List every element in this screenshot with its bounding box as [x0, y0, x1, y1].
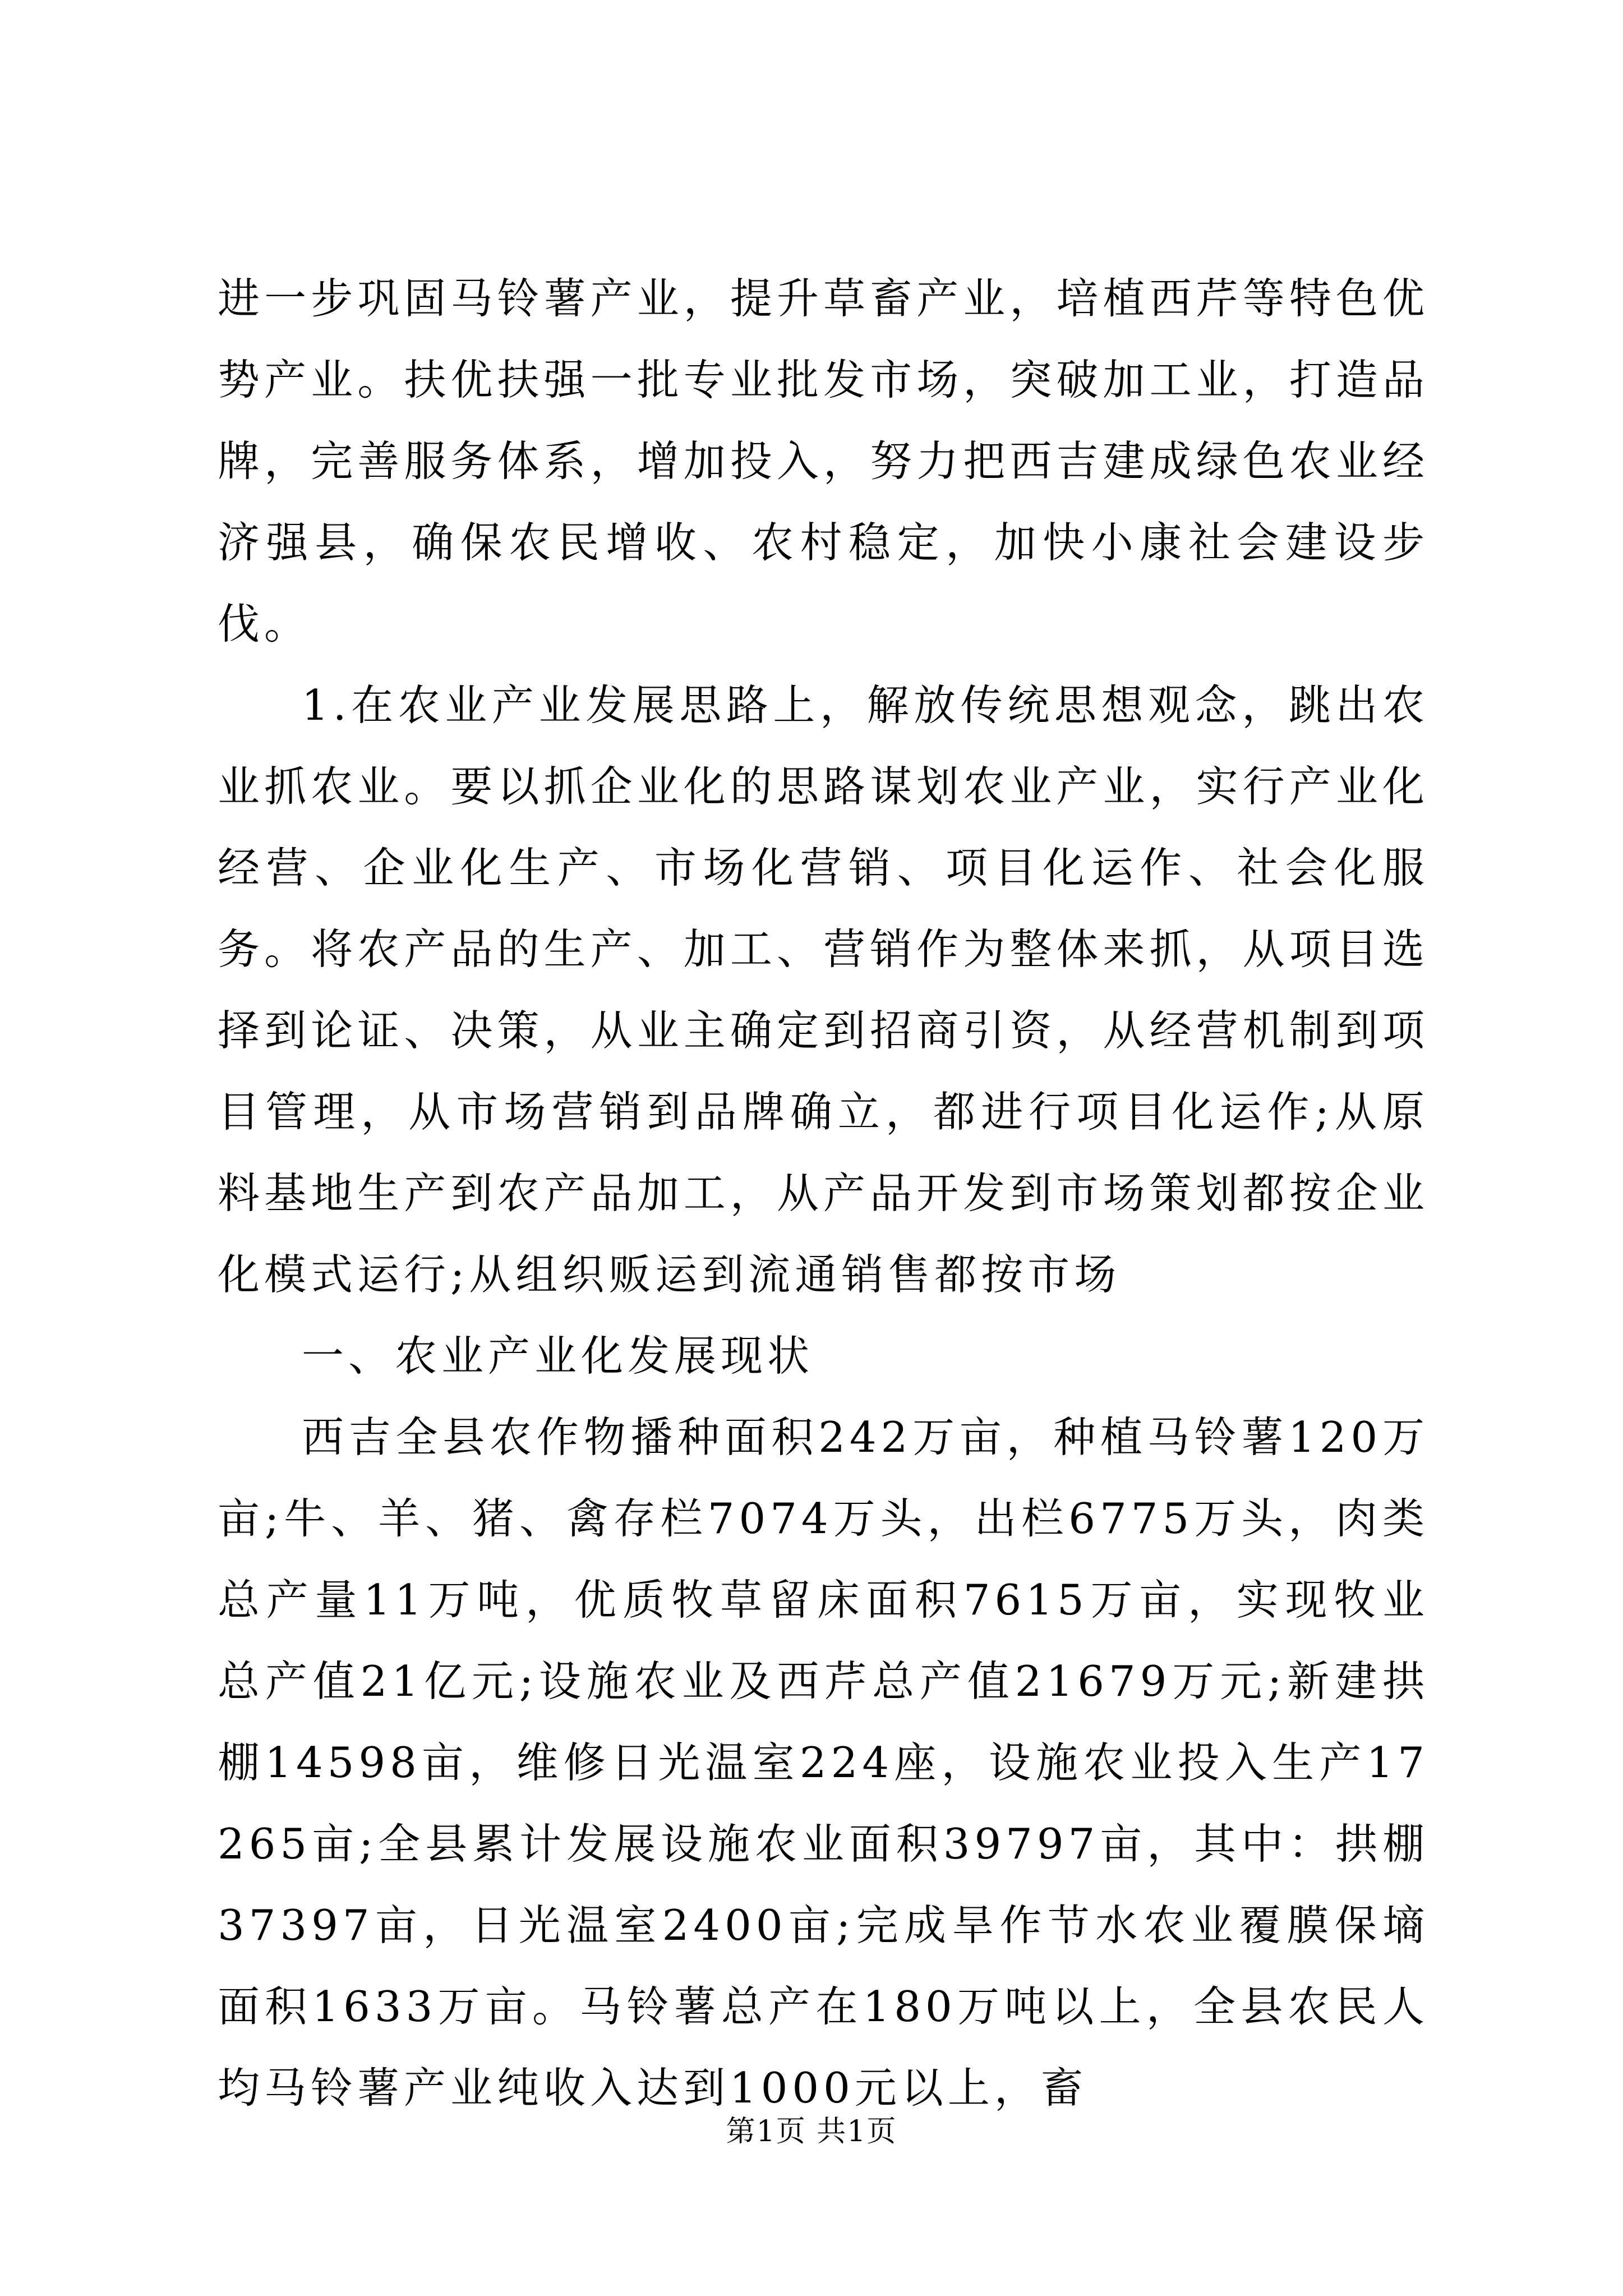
- section-heading: 一、农业产业化发展现状: [302, 1331, 814, 1381]
- page-footer: 第1页 共1页: [726, 2115, 897, 2148]
- document-body: [218, 258, 1429, 2129]
- paragraph-intro: 进一步巩固马铃薯产业，提升草畜产业，培植西芹等特色优势产业。扶优扶强一批专业批发市场，突破加工业，打造品牌，完善服务体系，增加投入，努力把西吉建成绿色农业经济强县，确保农民增收、农村稳定，加快小康社会建设步伐。: [218, 274, 1429, 648]
- paragraph-point-1: 1.在农业产业发展思路上，解放传统思想观念，跳出农业抓农业。要以抓企业化的思路谋划农业产业，实行产业化经营、企业化生产、市场化营销、项目化运作、社会化服务。将农产品的生产、加工、营销作为整体来抓，从项目选择到论证、决策，从业主确定到招商引资，从经营机制到项目管理，从市场营销到品牌确立，都进行项目化运作;从原料基地生产到农产品加工，从产品开发到市场策划都按企业化模式运行;从组织贩运到流通销售都按市场: [218, 680, 1429, 1299]
- paragraph-status: 西吉全县农作物播种面积242万亩，种植马铃薯120万亩;牛、羊、猪、禽存栏7074万头，出栏6775万头，肉类总产量11万吨，优质牧草留床面积7615万亩，实现牧业总产值21亿元;设施农业及西芹总产值21679万元;新建拱棚14598亩，维修日光温室224座，设施农业投入生产17265亩;全县累计发展设施农业面积39797亩，其中：拱棚37397亩，日光温室2400亩;完成旱作节水农业覆膜保墒面积1633万亩。马铃薯总产在180万吨以上，全县农民人均马铃薯产业纯收入达到1000元以上，畜: [218, 1412, 1429, 2113]
